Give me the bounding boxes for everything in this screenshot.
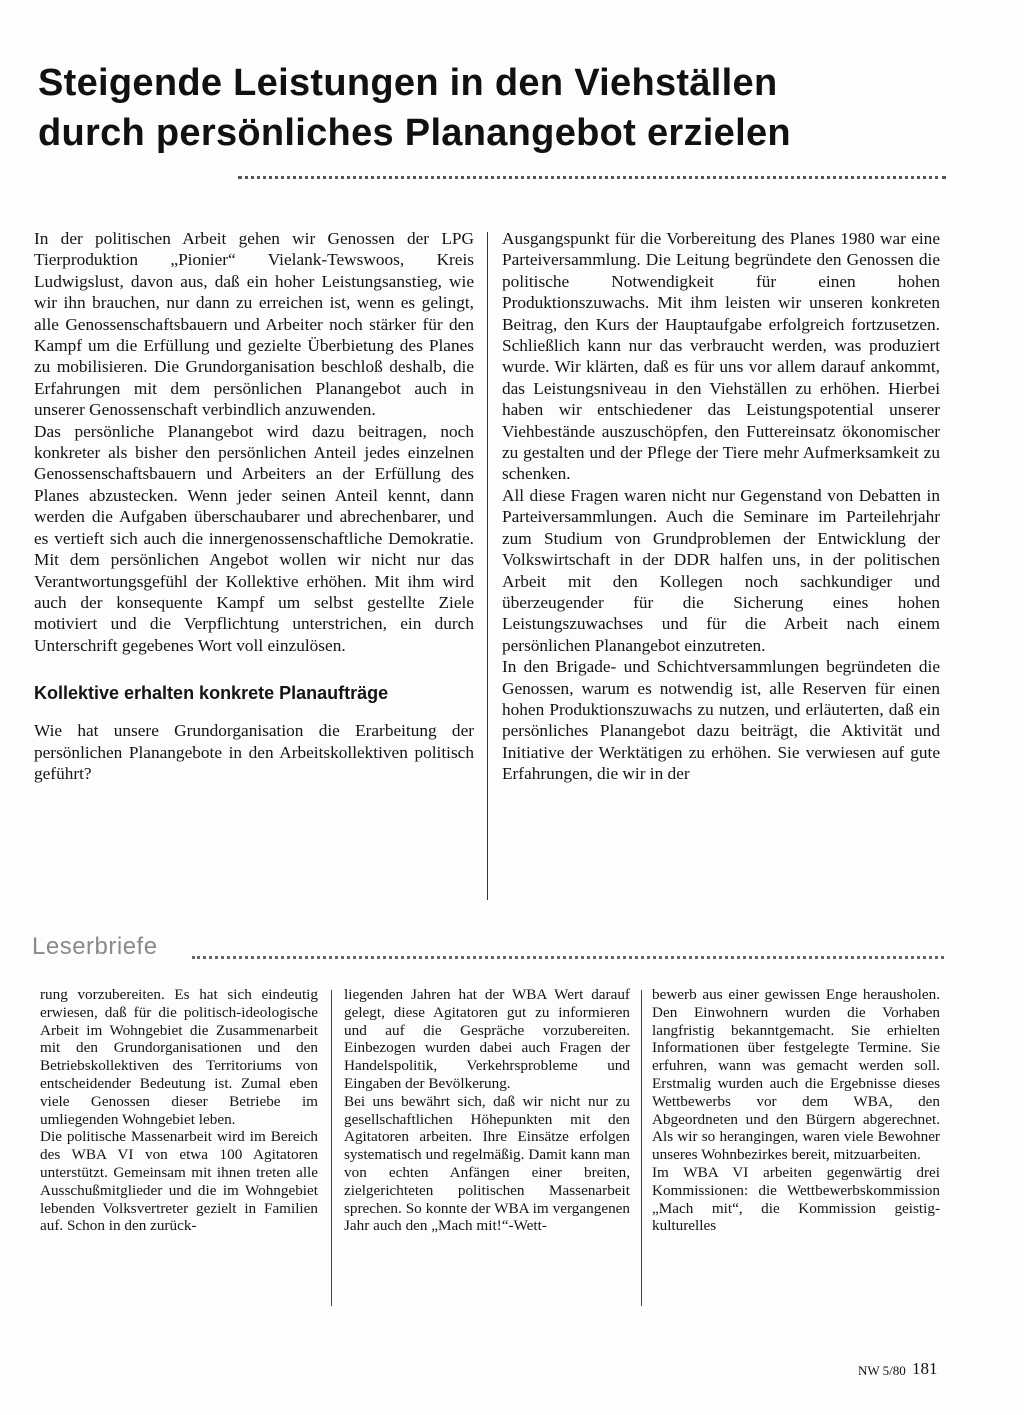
page-number: 181: [912, 1359, 938, 1378]
headline-line-1: Steigende Leistungen in den Viehställen: [38, 62, 778, 104]
article-paragraph: Das persönliche Planangebot wird dazu beitragen, noch konkreter als bisher den persönlichen Anteil jedes einzelnen Genossenschaftsbauern und Arbeiters an der Erfüllung des Planes abzustecken. Wenn jeder seinen Anteil kennt, dann werden die Aufgaben überschaubarer und abrechenbarer, und es vertieft sich auch die innergenossenschaftliche Demokratie. Mit dem persönlichen Angebot wollen wir nicht nur das Verantwortungsgefühl der Kollektive erhöhen. Mit ihm wird auch der konsequente Kampf um selbst gestellte Ziele motiviert und die Verpflichtung unterstrichen, ein durch Unterschrift gegebenes Wort voll einzulösen.: [34, 421, 474, 655]
letters-column-3: [652, 986, 940, 1235]
article-headline: [38, 58, 978, 158]
issue-label: NW 5/80: [858, 1363, 906, 1378]
article-paragraph: All diese Fragen waren nicht nur Gegenstand von Debatten in Parteiversammlungen. Auch die Seminare im Parteilehrjahr zum Studium von Grundproblemen der Entwicklung der Volkswirtschaft in der DDR halfen uns, in der politischen Arbeit mit den Kollegen noch sachkundiger und überzeugender für die Sicherung eines hohen Leistungszuwachses und für die Arbeit nach einem persönlichen Planangebot einzutreten.: [502, 485, 940, 655]
letters-paragraph: Die politische Massenarbeit wird im Bereich des WBA VI von etwa 100 Agitatoren unterstützt. Gemeinsam mit ihnen treten alle Ausschußmitglieder und die im Wohngebiet lebenden Volksvertreter gezielt in Familien auf. Schon in den zurück-: [40, 1128, 318, 1235]
column-divider: [487, 232, 488, 900]
section-rule: [192, 956, 944, 959]
letters-column-2: [344, 986, 630, 1235]
column-divider: [331, 990, 332, 1306]
letters-column-1: [40, 986, 318, 1235]
article-paragraph: Wie hat unsere Grundorganisation die Erarbeitung der persönlichen Planangebote in den Arbeitskollektiven politisch geführt?: [34, 721, 474, 783]
letters-paragraph: liegenden Jahren hat der WBA Wert darauf gelegt, diese Agitatoren gut zu informieren und auf die Gespräche vorzubereiten. Einbezogen wurden dabei auch Fragen der Handelspolitik, Verkehrsprobleme und Eingaben der Bevölkerung.: [344, 986, 630, 1092]
headline-rule: [238, 176, 946, 179]
letters-paragraph: bewerb aus einer gewissen Enge herausholen. Den Einwohnern wurden die Vorhaben langfristig bekanntgemacht. Sie erhielten Informationen über festgelegte Termine. Sie erfuhren, wann was gemacht werden soll. Erstmalig wurden auch die Ergebnisse dieses Wettbewerbs vor dem WBA, den Abgeordneten und den Bürgern abgerechnet. Als wir so herangingen, waren viele Bewohner unseres Wohnbezirkes bereit, mitzuarbeiten.: [652, 986, 940, 1164]
article-column-2: [502, 228, 940, 785]
letters-paragraph: Bei uns bewährt sich, daß wir nicht nur zu gesellschaftlichen Höhepunkten mit den Agitatoren arbeiten. Ihre Einsätze erfolgen systematisch und regelmäßig. Damit kann man von echten Anfängen einer breiten, zielgerichteten politischen Massenarbeit sprechen. So konnte der WBA im vergangenen Jahr auch den „Mach mit!“-Wett-: [344, 1092, 630, 1235]
headline-line-2: durch persönliches Planangebot erzielen: [38, 112, 791, 154]
article-paragraph: In der politischen Arbeit gehen wir Genossen der LPG Tierproduktion „Pionier“ Vielank-Tewswoos, Kreis Ludwigslust, davon aus, daß ein hoher Leistungsanstieg, wie wir ihn brauchen, nur dann zu erreichen ist, wenn es gelingt, alle Genossenschaftsbauern und Arbeiter noch stärker für den Kampf um die Erfüllung und gezielte Überbietung des Planes zu mobilisieren. Die Grundorganisation beschloß deshalb, die Erfahrungen mit dem persönlichen Planangebot auch in unserer Genossenschaft verbindlich anzuwenden.: [34, 229, 474, 420]
article-subheading: Kollektive erhalten konkrete Planaufträge: [34, 683, 389, 704]
column-divider: [641, 990, 642, 1306]
article-paragraph: In den Brigade- und Schichtversammlungen begründeten die Genossen, warum es notwendig ist, alle Reserven für einen hohen Produktionszuwachs zu nutzen, und erläuterten, daß ein persönliches Planangebot dazu beiträgt, die Aktivität und Initiative der Werktätigen zu erhöhen. Sie verwiesen auf gute Erfahrungen, die wir in der: [502, 657, 940, 784]
article-column-1: [34, 228, 474, 784]
letters-paragraph: rung vorzubereiten. Es hat sich eindeutig erwiesen, daß für die politisch-ideologische Arbeit im Wohngebiet die Zusammenarbeit mit den Grundorganisationen und den Betriebskollektiven des Territoriums von entscheidender Bedeutung ist. Zumal eben viele Genossen dieser Betriebe im umliegenden Wohngebiet leben.: [40, 986, 318, 1128]
letters-paragraph: Im WBA VI arbeiten gegenwärtig drei Kommissionen: die Wettbewerbskommission „Mach mit“, die Kommission geistig-kulturelles: [652, 1163, 940, 1235]
article-paragraph: Ausgangspunkt für die Vorbereitung des Planes 1980 war eine Parteiversammlung. Die Leitung begründete den Genossen die politische Notwendigkeit für einen hohen Produktionszuwachs. Mit ihm leisten wir unseren konkreten Beitrag, den Kurs der Hauptaufgabe erfolgreich fortzusetzen. Schließlich kann nur das verbraucht werden, was produziert wurde. Wir klärten, daß es für uns vor allem darauf ankommt, das Leistungsniveau in den Viehställen zu erhöhen. Hierbei haben wir entschiedener das Leistungspotential unserer Viehbestände auszuschöpfen, den Futtereinsatz ökonomischer zu gestalten und der Pflege der Tiere mehr Aufmerksamkeit zu schenken.: [502, 229, 940, 484]
section-label-leserbriefe: Leserbriefe: [32, 933, 158, 960]
